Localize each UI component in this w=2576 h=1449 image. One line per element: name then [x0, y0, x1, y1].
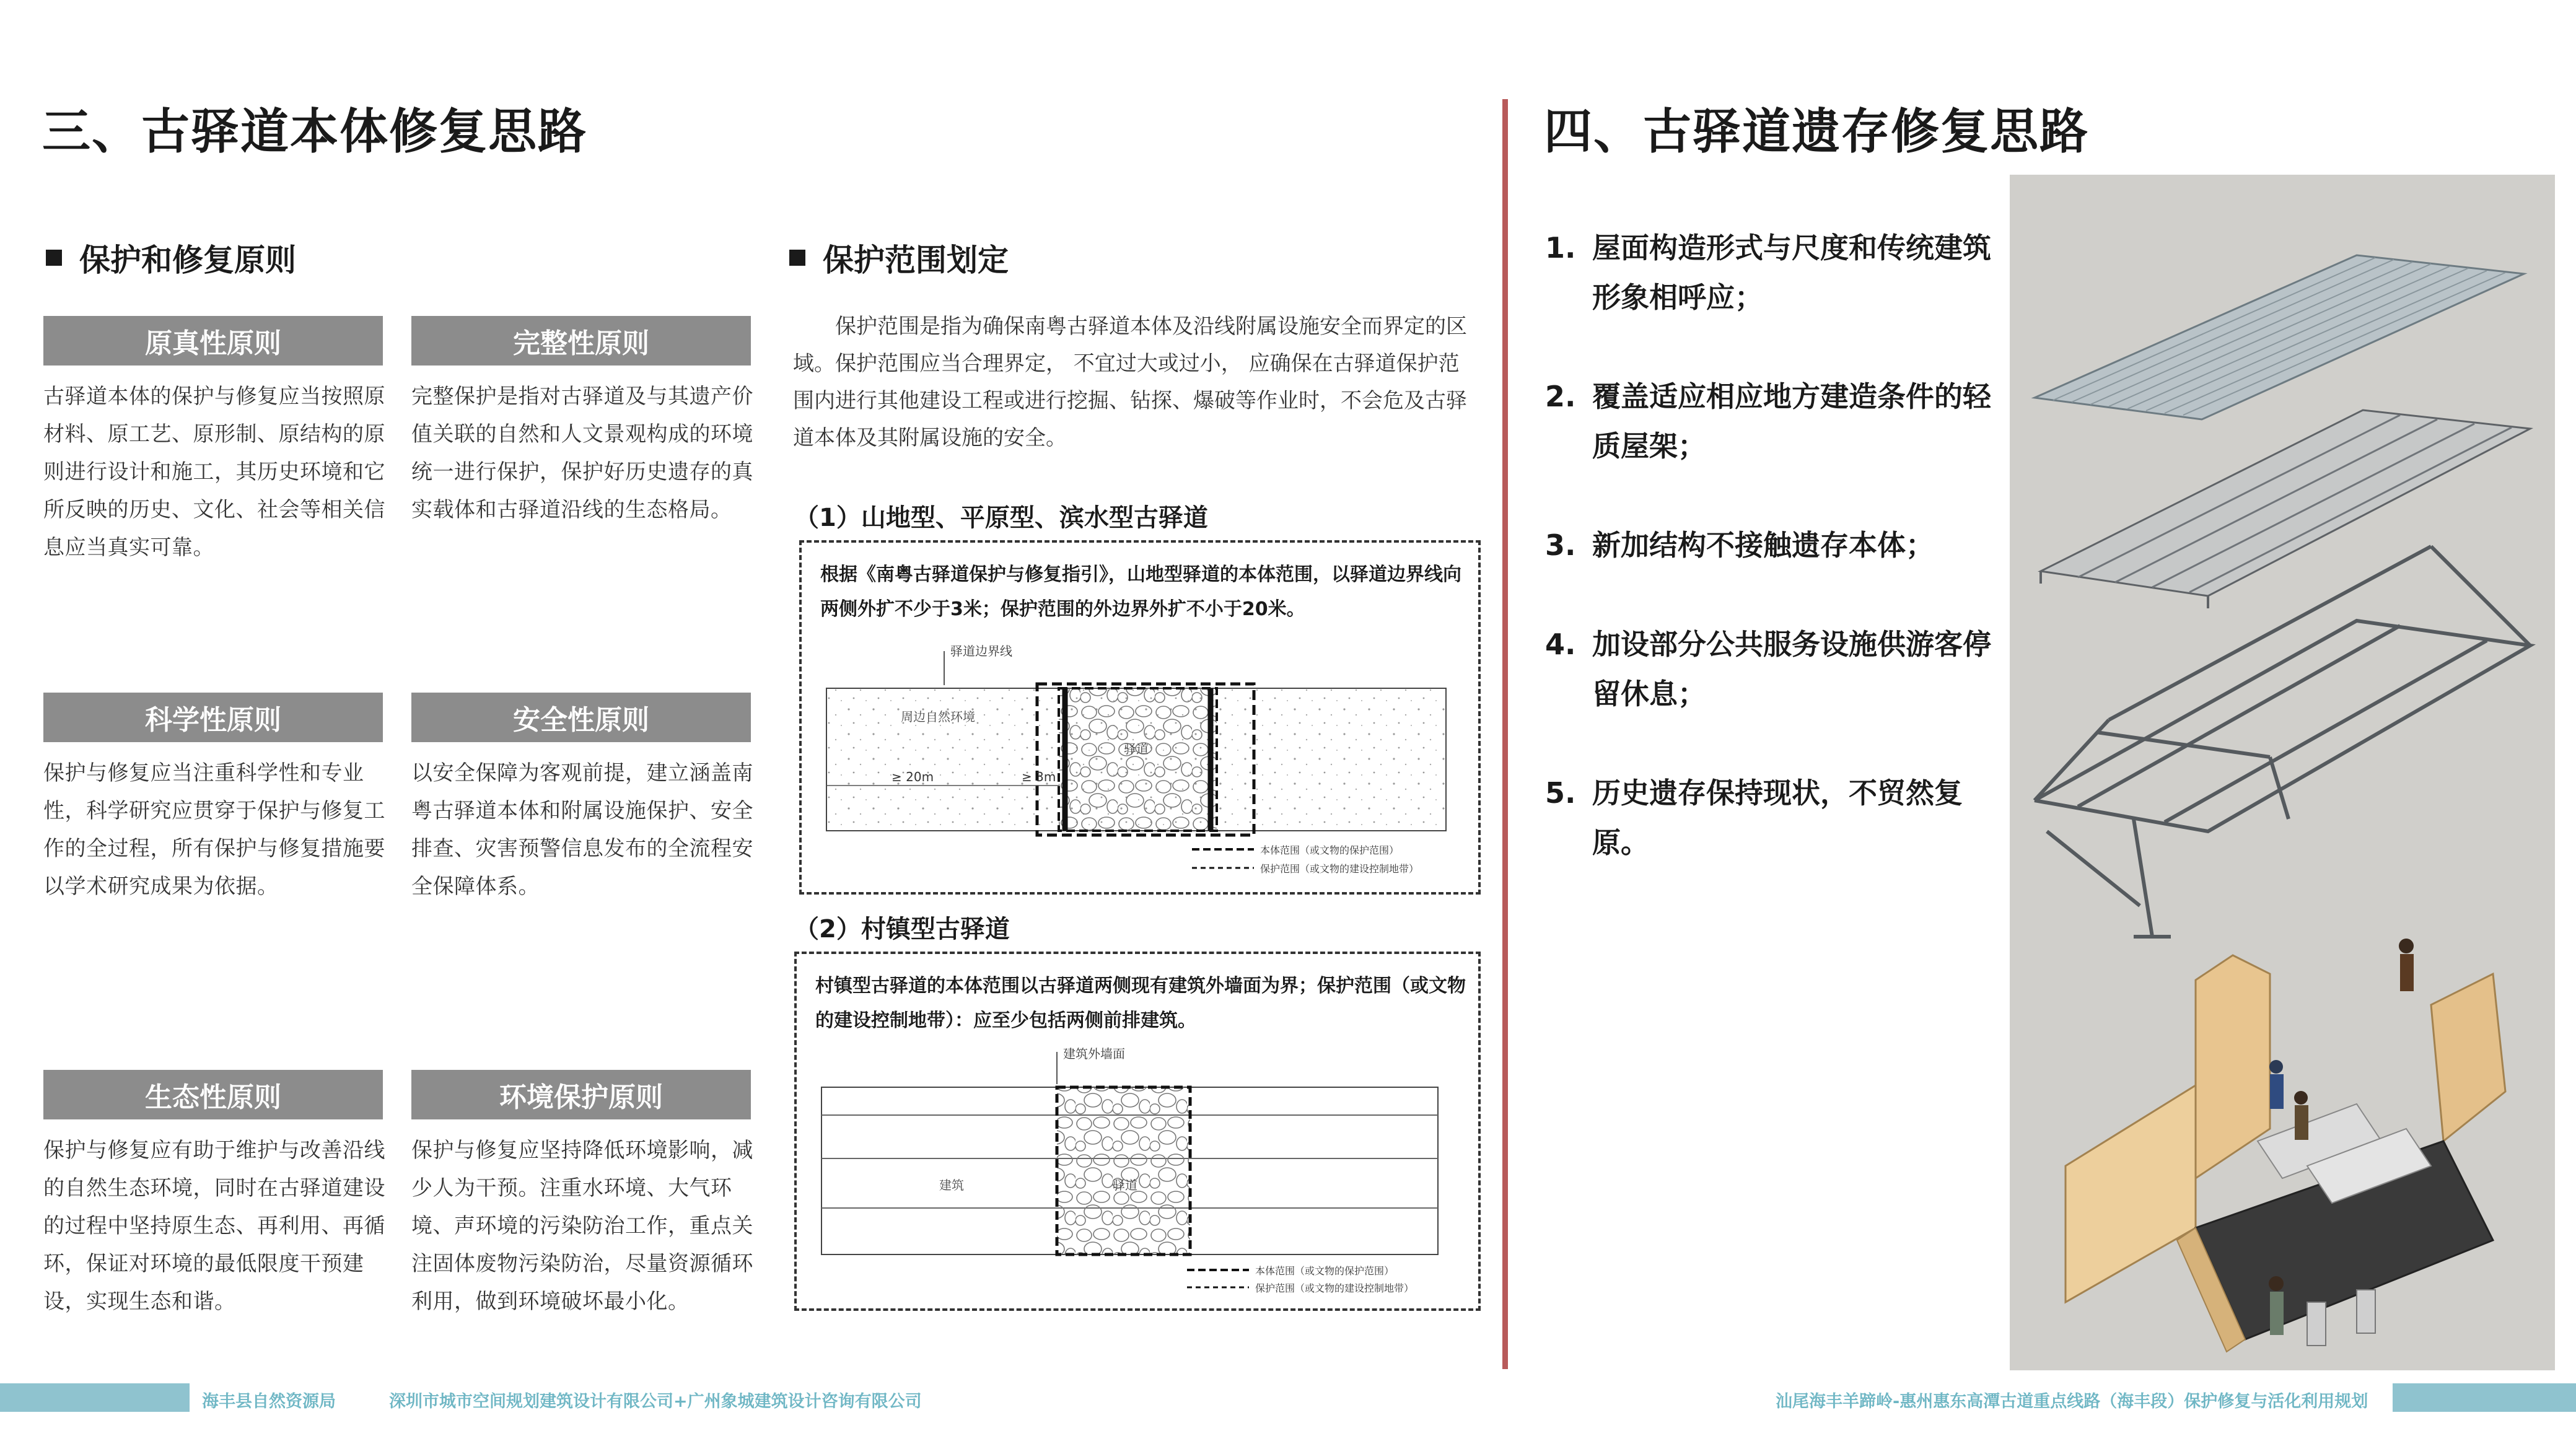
- legend-body-label: 本体范围（或文物的保护范围）: [1255, 1265, 1395, 1277]
- legend-protect-label: 保护范围（或文物的建设控制地带）: [1255, 1282, 1414, 1294]
- principle-authenticity-text: 古驿道本体的保护与修复应当按照原材料、原工艺、原形制、原结构的原则进行设计和施工，其历史环境和它所反映的历史、文化、社会等相关信息应当真实可靠。: [43, 384, 385, 560]
- principle-authenticity-header: 原真性原则: [43, 316, 383, 366]
- square-bullet-icon: [789, 250, 805, 266]
- env-label: 周边自然环境: [901, 709, 975, 724]
- scope-heading-label: 保护范围划定: [823, 242, 1009, 278]
- footer-org2: 深圳市城市空间规划建筑设计有限公司+广州象城建筑设计咨询有限公司: [389, 1392, 922, 1411]
- principle-scientific-text: 保护与修复应当注重科学性和专业性，科学研究应贯穿于保护与修复工作的全过程，所有保护与修复措施要以学术研究成果为依据。: [43, 761, 385, 899]
- principle-scientific-header: 科学性原则: [43, 693, 383, 742]
- item-text: 历史遗存保持现状，不贸然复原。: [1592, 776, 1963, 859]
- case2-diagram: [815, 1041, 1466, 1301]
- principle-ecological-text: 保护与修复应有助于维护与改善沿线的自然生态环境，同时在古驿道建设的过程中坚持原生态、再利用、再循环，保证对环境的最低限度干预建设，实现生态和谐。: [43, 1138, 385, 1314]
- item-number: 1.: [1545, 231, 1576, 265]
- section-divider: [1502, 99, 1508, 1369]
- principles-heading: [46, 235, 296, 280]
- item-number: 5.: [1545, 776, 1576, 810]
- case1-text: 根据《南粤古驿道保护与修复指引》，山地型驿道的本体范围，以驿道边界线向两侧外扩不少于3米；保护范围的外边界外扩不小于20米。: [820, 564, 1461, 620]
- restoration-item: [1545, 619, 2004, 719]
- principle-environmental-header: 环境保护原则: [411, 1070, 751, 1119]
- square-bullet-icon: [46, 250, 62, 266]
- legend-body-label: 本体范围（或文物的保护范围）: [1260, 844, 1400, 856]
- item-text: 加设部分公共服务设施供游客停留休息；: [1592, 628, 1991, 711]
- road-label: 驿道: [1113, 1178, 1137, 1193]
- principle-integrity-text: 完整保护是指对古驿道及与其遗产价值关联的自然和人文景观构成的环境统一进行保护，保护好历史遗存的真实载体和古驿道沿线的生态格局。: [411, 384, 753, 522]
- road-label: 驿道: [1124, 742, 1149, 756]
- scope-heading: [789, 235, 1009, 280]
- boundary-label: 驿道边界线: [950, 644, 1012, 659]
- item-text: 新加结构不接触遗存本体；: [1592, 528, 1934, 562]
- item-number: 4.: [1545, 628, 1576, 661]
- legend-protect-label: 保护范围（或文物的建设控制地带）: [1260, 863, 1419, 875]
- item-number: 3.: [1545, 528, 1576, 562]
- footer-bar-left: [0, 1383, 190, 1412]
- case1-box: [799, 540, 1481, 895]
- footer-project: 汕尾海丰羊蹄岭-惠州惠东高潭古道重点线路（海丰段）保护修复与活化利用规划: [1776, 1392, 2368, 1411]
- case1-caption: （1）山地型、平原型、滨水型古驿道: [794, 504, 1208, 532]
- left-section-title: 三、古驿道本体修复思路: [42, 104, 588, 160]
- principle-ecological-header: 生态性原则: [43, 1070, 383, 1119]
- principle-integrity-header: 完整性原则: [411, 316, 751, 366]
- item-text: 覆盖适应相应地方建造条件的轻质屋架；: [1592, 380, 1991, 463]
- case2-caption: （2）村镇型古驿道: [794, 915, 1010, 943]
- footer-bar-right: [2393, 1383, 2576, 1412]
- wall-label: 建筑外墙面: [1063, 1046, 1125, 1061]
- case1-diagram: [820, 629, 1465, 883]
- principle-environmental-text: 保护与修复应坚持降低环境影响，减少人为干预。注重水环境、大气环境、声环境的污染防治工作，重点关注固体废物污染防治，尽量资源循环利用，做到环境破坏最小化。: [411, 1138, 753, 1314]
- item-number: 2.: [1545, 380, 1576, 413]
- case2-box: [794, 952, 1481, 1311]
- dim-20m-label: ≥ 20m: [892, 769, 934, 784]
- dim-3m-label: ≥ 3m: [1022, 769, 1056, 784]
- road-body-area: [1057, 1087, 1190, 1254]
- restoration-item: [1545, 223, 2004, 322]
- restoration-item: [1545, 520, 2004, 570]
- footer-org1: 海丰县自然资源局: [202, 1392, 336, 1411]
- structure-illustration: [2010, 175, 2555, 1370]
- building-label: 建筑: [939, 1178, 964, 1193]
- principle-safety-header: 安全性原则: [411, 693, 751, 742]
- case2-text: 村镇型古驿道的本体范围以古驿道两侧现有建筑外墙面为界；保护范围（或文物的建设控制地带）：应至少包括两侧前排建筑。: [815, 975, 1466, 1031]
- restoration-item: [1545, 768, 2004, 867]
- item-text: 屋面构造形式与尺度和传统建筑形象相呼应；: [1592, 231, 1991, 314]
- principle-safety-text: 以安全保障为客观前提，建立涵盖南粤古驿道本体和附属设施保护、安全排查、灾害预警信息发布的全流程安全保障体系。: [411, 761, 753, 899]
- principles-heading-label: 保护和修复原则: [79, 242, 296, 278]
- road-body-area: [1059, 688, 1217, 831]
- right-section-title: 四、古驿道遗存修复思路: [1544, 104, 2090, 160]
- scope-intro-text: 保护范围是指为确保南粤古驿道本体及沿线附属设施安全而界定的区域。保护范围应当合理界定， 不宜过大或过小， 应确保在古驿道保护范围内进行其他建设工程或进行挖掘、钻探、爆破等作业时，不会危及古驿道本体及其附属设施的安全。: [793, 314, 1467, 450]
- restoration-item: [1545, 372, 2004, 471]
